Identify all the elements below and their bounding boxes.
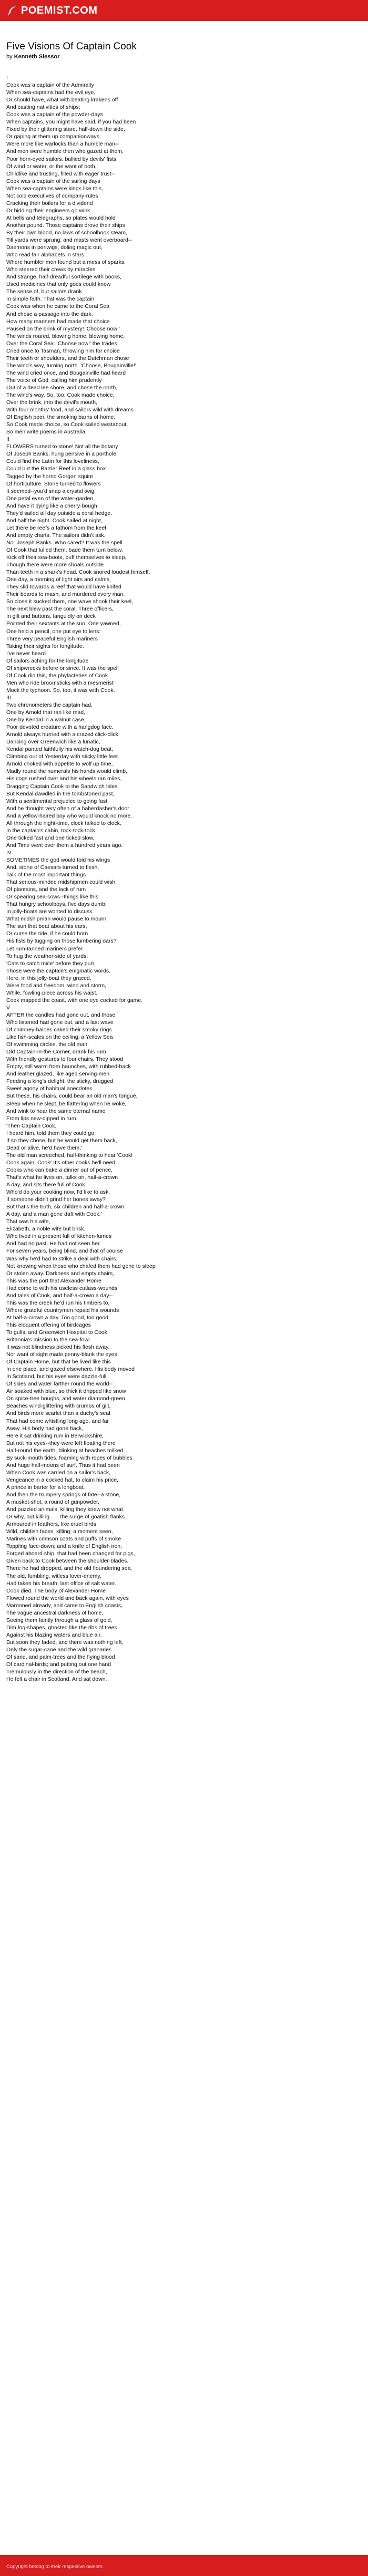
poem-line: Like fish-scales on the ceiling, a Yellow Sea [6, 1034, 113, 1041]
poem-line: Though there were more shoals outside [6, 562, 104, 568]
poem-line: One ticked fast and one ticked slow, [6, 834, 95, 841]
site-header [0, 0, 368, 21]
poem-line: For seven years, being blind, and that of course [6, 1248, 123, 1255]
poem-line: Or why, but killing . . . the surge of goatish flanks [6, 1514, 125, 1520]
poem-line: Could find the Latin for this loveliness, [6, 458, 99, 465]
poem-line: Dancing over Greenwich like a lunatic, [6, 739, 100, 746]
poem-line: Used medicines that only gods could know [6, 281, 111, 288]
poem-line: Beaches wind-glittering with crumbs of gilt, [6, 1403, 111, 1410]
poem-line: Old Captain-in-the-Corner, drank his rum [6, 1049, 106, 1056]
poem-line: When sea-captains had the evil eye, [6, 89, 96, 96]
poem-line: The sun that beat about his ears, [6, 923, 87, 930]
poem-line: Britannia's mission to the sea-fowl. [6, 1337, 91, 1343]
poem-line: Let rum-tanned mariners prefer [6, 945, 83, 952]
poem-line: In Scotland, but his eyes were dazzle-full [6, 1373, 107, 1380]
poem-line: Or gaping at them up companionways, [6, 133, 101, 140]
poem-line: FLOWERS turned to stone! Not all the botany [6, 443, 118, 450]
poem-line: Over the brink, into the devil's mouth, [6, 399, 98, 406]
poem-line: When captains, you might have said, if you had been [6, 119, 136, 126]
poem-line: They'd sailed all day outside a coral hedge, [6, 510, 113, 516]
poem-line: Were food and freedom, wind and storm, [6, 982, 107, 989]
poem-line: Vengeance in a cocked hat, to claim his price, [6, 1476, 119, 1483]
poem-line: I've never heard [6, 650, 46, 657]
poem-line: Seeing them faintly through a glass of gold, [6, 1617, 113, 1623]
poem-line: Or curse the tide, if he could horn [6, 930, 88, 937]
poem-line: And have it dying like a cherry-bough. [6, 502, 99, 509]
poem-line: Nor Joseph Banks. Who cared? It was the spell [6, 539, 122, 546]
poem-line: In gilt and buttons, languidly on deck [6, 613, 96, 620]
poem-line: Who steered their crews by miracles [6, 266, 96, 273]
poem-line: And wink to hear the same eternal name [6, 1108, 106, 1114]
poem-line: Of skies and water farther round the world-- [6, 1381, 113, 1388]
poem-line: Not knowing when those who chafed them had gone to sleep [6, 1263, 156, 1269]
poem-line: 'Cats to catch mice' before they purr, [6, 960, 96, 967]
poem-line: Against his blazing waters and blue air. [6, 1631, 102, 1638]
poem-line: Arnold always hurried with a crazed click-click [6, 731, 118, 738]
poem-line: Here it sat drinking rum in Berwickshire, [6, 1432, 104, 1439]
poem-line: Of Cook that lulled them, bade them turn below, [6, 547, 123, 553]
poem-line: Dragging Captain Cook to the Sandwich Isles. [6, 783, 119, 790]
poem-line: Cook mapped the coast, with one eye cocked for game. [6, 997, 143, 1003]
poem-line: So men write poems in Australia. [6, 429, 87, 436]
poem-line: But not his eyes--they were left floating there [6, 1440, 116, 1446]
poem-line: Cracking their boilers for a dividend [6, 200, 93, 206]
poem-line: AFTER the candles had gone out, and those [6, 1011, 116, 1018]
site-logo-text: POEMIST.COM [21, 4, 98, 16]
poem-line: And had no past. He had not seen her [6, 1240, 100, 1247]
poem-line: The next blew past the coral. Three officers, [6, 606, 114, 613]
poem-line: So Cook made choice, so Cook sailed westabout, [6, 421, 128, 428]
poem-line: When sea-captains were kings like this, [6, 185, 103, 192]
poem-line: The wind's way. So, too, Cook made choice, [6, 392, 115, 399]
poem-line: Feeding a king's delight, the sticky, drugged [6, 1078, 114, 1085]
poem-line: Poor devoted creature with a hangdog face. [6, 724, 114, 731]
poem-line: With four months' food, and sailors wild with dreams [6, 407, 134, 413]
poem-line: But soon they faded, and there was nothing left, [6, 1639, 124, 1646]
poem-line: Away. His body had gone back, [6, 1425, 84, 1432]
poem-line: Marooned already, and came to English coasts, [6, 1602, 123, 1609]
poem-line: Of horticulture. Stone turned to flowers [6, 480, 101, 487]
poem-line: Poor horn-eyed sailors, bullied by devils' fists [6, 156, 117, 162]
poem-line: Sleep when he slept, be flattering when he woke, [6, 1100, 127, 1107]
poem-line: This was the port that Alexander Home [6, 1277, 101, 1284]
poem-line: By suck-mouth tides, foaming with ropes of bubbles [6, 1454, 132, 1461]
poem-line: Who listened had gone out, and a last wave [6, 1019, 114, 1026]
poem-line: Marines with crimson coats and puffs of smoke [6, 1536, 121, 1543]
copyright-text: Copyright belong to their respective owners [6, 2564, 103, 2570]
poem-line: And a yellow-haired boy who would knock no more. [6, 812, 132, 819]
poem-line: Of sand, and palm-trees and the flying blood [6, 1654, 115, 1661]
poem-content [0, 21, 368, 1683]
poem-line: On spice-tree boughs, and water diamond-green, [6, 1395, 127, 1402]
poem-line: In simple faith. That was the captain [6, 296, 95, 303]
poem-line: Who read fair alphabets in stars [6, 252, 85, 258]
poem-line: A day, and a man gone daft with Cook.' [6, 1211, 102, 1218]
poem-line: Of Joseph Banks, hung pensive in a porthole, [6, 451, 118, 458]
poem-line: SOMETIMES the god would fold his wings [6, 856, 110, 863]
poem-line: And men were humble then who gazed at them, [6, 148, 124, 155]
poem-line: The old, fumbling, witless lover-enemy, [6, 1573, 101, 1579]
poem-line: With a sentimental prejudice to going fast, [6, 798, 109, 804]
poem-line: And chose a passage into the dark. [6, 311, 93, 317]
poem-line: And he thought very often of a haberdasher's door [6, 805, 129, 812]
poem-line: Of Cook did this, the phylacteries of Cook. [6, 672, 110, 679]
poem-line: With friendly gestures to four chairs. They stood [6, 1056, 124, 1063]
poem-line: A day, and sits there full of Cook. [6, 1182, 87, 1188]
poem-line: And then the trumpery springs of fate--a stone, [6, 1492, 121, 1498]
poem-line: II [6, 436, 9, 443]
poem-line: Cook was a captain of the powder-days [6, 111, 103, 118]
poem-line: Sweet agony of habitual anecdotes. [6, 1085, 94, 1092]
poem-line: Kendal panted faithfully his watch-dog beat, [6, 746, 114, 753]
poem-line: One by Kendal in a walnut case, [6, 717, 86, 723]
poem-line: To gulls, and Greenwich Hospital to Cook, [6, 1329, 109, 1336]
poem-line: Or should have, what with beating krakens off [6, 97, 118, 104]
poem-line: Empty, still warm from haunches, with rubbed-back [6, 1063, 131, 1070]
poem-line: It was not blindness picked his flesh away, [6, 1344, 110, 1351]
poem-line: Cooks who can bake a dinner out of pence, [6, 1166, 113, 1173]
poem-line: Could put the Barrier Reef in a glass box [6, 465, 106, 472]
poem-line: Childlike and trusting, filled with eager trust-- [6, 170, 115, 177]
site-logo-link[interactable] [5, 4, 98, 17]
poem-line: Pointed their sextants at the sun. One yawned, [6, 620, 121, 627]
poem-line: That's what he lives on, talks on, half-a-crown [6, 1174, 118, 1181]
poem-line: Or bidding their engineers go wink [6, 207, 90, 214]
poem-line: In one place, and gazed elsewhere. His body moved [6, 1366, 135, 1373]
poem-line: I [6, 75, 8, 81]
poem-line: Armoured in feathers, like cruel birds: [6, 1521, 98, 1528]
poem-line: Paused on the brink of mystery! 'Choose now!' [6, 325, 120, 332]
poem-line: Let there be reefs a fathom from the keel [6, 524, 106, 531]
poem-line: He felt a chair in Scotland. And sat down. [6, 1676, 107, 1683]
poem-line: If someone didn't grind her bones away? [6, 1196, 106, 1203]
poem-line: A prince in barter for a longboat. [6, 1484, 85, 1491]
poem-line: One held a pencil, one put eye to lens: [6, 628, 101, 635]
poem-line: Of Captain Home, but that he lived like this [6, 1359, 111, 1365]
poem-line: Where humbler men found but a mess of sparks, [6, 259, 126, 266]
poem-line: And leather glazed, like aged serving-men [6, 1071, 110, 1078]
poem-line: And strange, half-dreadful sortilege with books, [6, 274, 121, 281]
poem-line: Given back to Cook between the shoulder-blades. [6, 1558, 129, 1565]
poem-line: V [6, 1004, 11, 1011]
poem-line: Or spearing sea-cows--things like this [6, 894, 99, 901]
poem-line: 'Then Captain Cook, [6, 1122, 57, 1129]
poem-line: Cook again! Cook! It's other cooks he'll need, [6, 1159, 117, 1166]
poem-line: I heard him, told them they could go [6, 1130, 94, 1136]
poem-line: And tales of Cook, and half-a-crown a day-- [6, 1292, 113, 1299]
author-link[interactable]: Kenneth Slessor [14, 54, 60, 60]
poem-line: Of sailors aching for the longitude [6, 657, 89, 664]
poem-line: Was why he'd had to strike a deal with chairs, [6, 1255, 118, 1262]
poem-line: One petal even of the water-garden, [6, 495, 95, 502]
poem-line: The voice of God, calling him prudently [6, 377, 102, 384]
poem-line: Dim fog-shapes, ghosted like the ribs of trees [6, 1624, 117, 1631]
poem-line: Forged aboard ship, that had been changed for pigs, [6, 1550, 135, 1557]
poem-line: And puzzled animals, killing they knew not what [6, 1506, 123, 1513]
poem-line: Flowed round the world and back again, with eyes [6, 1595, 129, 1601]
poem-line: Cried once to Tasman, throwing him for choice [6, 347, 120, 354]
poem-line: Climbing out of Yesterday with sticky little feet. [6, 753, 119, 760]
poem-line: His cogs rushed over and his wheels ran miles, [6, 775, 122, 782]
feather-pen-icon [5, 4, 19, 17]
poem-line: Dead or alive, he'd have them,' [6, 1144, 83, 1151]
poem-line: Taking their sights for longitude. [6, 643, 84, 649]
poem-line: That had come whistling long ago, and far [6, 1418, 109, 1424]
poem-line: By their own blood, no laws of schoolbook steam, [6, 229, 127, 236]
poem-line: A musket-shot, a round of gunpowder, [6, 1499, 99, 1506]
poem-line: This was the creek he'd run his timbers to, [6, 1299, 110, 1306]
poem-line: Nor want of sight made penny-blank the eyes [6, 1351, 117, 1358]
byline-prefix: by [6, 54, 14, 60]
poem-line: III [6, 694, 11, 701]
poem-line: Kick off their sea-boots, puff themselves to sleep, [6, 554, 127, 561]
poem-line: In the captain's cabin, tock-tock-tock, [6, 827, 97, 834]
poem-line: Arnold choked with appetite to wolf up time, [6, 761, 113, 768]
poem-line: To hug the weather-side of yards; [6, 953, 88, 959]
poem-line: Their boards to mash, and murdered every man. [6, 591, 125, 598]
poem-line: Or stolen away. Darkness and empty chairs, [6, 1270, 115, 1277]
poem-line: At half-a-crown a day. Too good, too good, [6, 1314, 110, 1321]
poem-line: Half-round the earth, blinking at beaches milked [6, 1447, 124, 1454]
poem-line: The old man screeched, half-thinking to hear 'Cook! [6, 1152, 133, 1158]
poem-line: Than teeth in a shark's head. Cook snored loudest himself. [6, 569, 150, 576]
poem-line: Of English beer, the smoking barns of home. [6, 414, 116, 421]
poem-title: Five Visions Of Captain Cook [6, 41, 137, 52]
poem-line: Who'd do your cooking now, I'd like to ask, [6, 1189, 110, 1196]
poem-line: And empty charts. The sailors didn't ask, [6, 532, 106, 539]
poem-line: At bells and telegraphs, so plates would hold [6, 214, 116, 221]
poem-line: Tremulously in the direction of the beach, [6, 1669, 107, 1675]
poem-line: Their teeth or shoulders, and the Dutchman chose [6, 355, 129, 361]
poem-line: And Time went over them a hundred years ago. [6, 842, 123, 849]
poem-line: Of shipwrecks before or since. It was the spell [6, 665, 119, 671]
site-footer [0, 2555, 368, 2576]
poem-line: And half the night. Cook sailed at night, [6, 517, 103, 524]
poem-line: Wild, childish faces, killing; a moment seen, [6, 1528, 113, 1535]
poem-line: Three very peaceful English mariners [6, 635, 98, 642]
poem-line: And huge half-moons of surf. Thus it had been [6, 1462, 120, 1468]
poem-line: Another pound. Those captains drove their ships [6, 222, 125, 229]
poem-line: Here, in this jolly-boat they graced, [6, 975, 91, 981]
poem-line: His fists by tugging on those lumbering oars? [6, 938, 117, 945]
poem-line: Tagged by the horrid Gorgon squint [6, 473, 93, 480]
poem-line: From lips new-dipped in rum. [6, 1115, 78, 1122]
poem-line: Who lived in a present full of kitchen-fumes [6, 1233, 112, 1240]
poem-line: The winds roared, blowing home, blowing home, [6, 333, 125, 339]
poem-line: The wind cried once, and Bougainville had heard [6, 369, 126, 376]
poem-line: Daemons in periwigs, doling magic out, [6, 244, 103, 251]
poem-line: So close it sucked them, one wave shook their keel, [6, 598, 134, 605]
poem-line: When Cook was carried on a sailor's back, [6, 1469, 111, 1476]
poem-line: What midshipman would pause to mourn [6, 916, 107, 923]
poem-body [6, 74, 362, 1683]
poem-line: Only the sugar-cane and the wild granaries [6, 1646, 112, 1653]
poem-line: Cook died. The body of Alexander Home [6, 1587, 106, 1594]
poem-line: Of cardinal-birds; and putting out one hand [6, 1661, 111, 1668]
poem-line: The wind's way, turning north. 'Choose, Bougainville!' [6, 362, 136, 369]
poem-line: This eloquent offering of birdcages [6, 1321, 91, 1328]
poem-line: Out of a dead lee shore, and chose the north, [6, 384, 118, 391]
poem-line: Cook was a captain of the sailing days [6, 178, 100, 184]
poem-line: The sense of, but sailors drank [6, 288, 82, 295]
poem-line: Madly round the numerals his hands would climb, [6, 768, 127, 775]
poem-line: In jolly-boats are wonted to discuss. [6, 908, 94, 915]
poem-line: Had come to with his useless cutlass-wounds [6, 1285, 118, 1291]
poem-line: Talk of the most important things [6, 872, 86, 878]
poem-line: Cook was when he came to the Coral Sea [6, 303, 110, 310]
poem-line: Toppling face-down; and a knife of English iron, [6, 1543, 122, 1550]
poem-line: But that's the truth, six children and half-a-crown [6, 1204, 125, 1211]
poem-line: Men who ride broomsticks with a mesmerist [6, 679, 114, 686]
poem-line: Mock the typhoon. So, too, it was with Cook. [6, 687, 115, 694]
poem-line: Fixed by their glittering stare, half-down the side, [6, 126, 125, 133]
poem-line: One by Arnold that ran like mad, [6, 709, 85, 716]
poem-line: IV [6, 849, 12, 856]
poem-line: Where grateful countrymen repaid his wounds [6, 1307, 119, 1313]
poem-line: Of plantains, and the lack of rum [6, 886, 86, 893]
poem-line: That was his wife, [6, 1218, 50, 1225]
poem-line: While, fowling-piece across his waist, [6, 989, 98, 996]
poem-line: Cook was a captain of the Admiralty [6, 82, 94, 89]
poem-line: There he had dropped, and the old floundering sea, [6, 1565, 132, 1572]
poem-line: How many mariners had made that choice [6, 318, 110, 325]
poem-line: One day, a morning of light airs and calms, [6, 576, 111, 583]
poem-line: Of chimney-haloes caked their smoky rings [6, 1027, 112, 1033]
poem-line: Of swimming circles, the old man, [6, 1041, 89, 1048]
poem-line: Had taken his breath, last office of salt water. [6, 1580, 116, 1587]
poem-line: They slid towards a reef that would have knifed [6, 584, 121, 591]
poem-line: It seemed--you'd snap a crystal twig, [6, 488, 96, 494]
poem-byline [6, 53, 362, 60]
poem-line: The vague ancestral darkness of home, [6, 1609, 104, 1616]
poem-line: Elizabeth, a noble wife but brisk, [6, 1226, 86, 1233]
poem-line: That serious-minded midshipmen could wish, [6, 879, 117, 886]
poem-line: But Kendal dawdled in the tombstoned past, [6, 790, 115, 797]
poem-line: And birds more scarlet than a duchy's seal [6, 1410, 110, 1417]
poem-line: That hungry schoolboys, five days dumb, [6, 901, 107, 908]
poem-line: Of wind or water, or the want of both, [6, 163, 97, 170]
poem-line: Those were the captain's enigmatic words. [6, 967, 111, 974]
poem-line: Air soaked with blue, so thick it dripped like snow [6, 1388, 126, 1395]
poem-line: Not cold executives of company-rules [6, 192, 98, 199]
poem-line: Two chronometers the captain had, [6, 701, 93, 708]
poem-line: Till yards were sprung, and masts went overboard-- [6, 237, 132, 244]
poem-line: If so they chose, but he would get them back, [6, 1137, 117, 1144]
poem-line: And casting nativities of ships; [6, 104, 80, 111]
poem-line: And, stone of Caesars turned to flesh, [6, 864, 99, 871]
poem-line: But these, his chairs, could bear an old man's tongue, [6, 1093, 138, 1100]
poem-line: Over the Coral Sea. 'Choose now!' the trades [6, 340, 117, 347]
poem-line: All through the night-time, clock talked to clock, [6, 820, 121, 826]
poem-line: Were more like warlocks than a humble man-- [6, 141, 119, 148]
